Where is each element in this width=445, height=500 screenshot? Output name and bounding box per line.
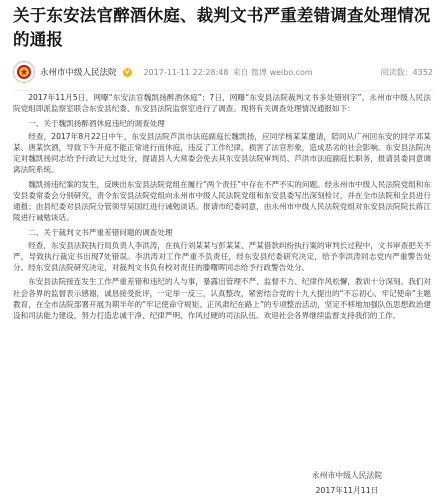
section-heading-1: 一、关于魏凯扬醉酒休庭违纪的调查处理 bbox=[28, 118, 165, 128]
section-heading-2: 二、关于裁判文书严重差错问题的调查处理 bbox=[28, 227, 173, 237]
signature-date: 2017年11月11日 bbox=[315, 486, 379, 495]
paragraph-accountability: 魏凯扬违纪案的发生，反映出东安县法院党组在履行“两个责任”中存在不严不实的问题。经永州市中级人民法院党组和东安县委常委会分别研究，责令东安县法院党组向永州市中级人民法院党组和东安县委写出深刻检讨，并在全市法院和全县进行通报；由县纪委对县法院分管领导吴国红进行诫勉谈话。报请市纪委同意，由永州市中级人民法院党组对东安县法院院长蒋江陵进行诫勉谈话。 bbox=[13, 179, 431, 222]
paragraph-findings-2: 经查，东安县法院执行局负责人李洪涛，在执行刘某某与彭某某、严某借款纠纷执行案的审判长过程中，文书审查把关不严，导致执行裁定书出现7处错误。李洪涛对工作严重不负责任，经东安县纪委研究决定，给予李洪涛同志党内严重警告处分。经东安县法院研究决定，对裁判文书负有校对责任的滕曙晖同志给予行政警告处分。 bbox=[13, 240, 431, 272]
paragraph-findings-1: 经查，2017年8月22日中午，东安县法院芦洪市法庭副庭长魏凯扬，应同学杨某某邀请，陪同从广州回东安的同学邓某某、唐某饮酒，导致下午开庭不能正常进行而休庭，违反了工作纪律，损害了法官形象，造成恶劣的社会影响。东安县法院决定对魏凯扬同志给予行政记大过处分，提请县人大常委会免去其东安县法院审判员、芦洪市法庭副庭长职务，报请县委同意调离法院系统。 bbox=[13, 131, 431, 175]
paragraph-intro: 2017年11月5日，网曝“东安法官魏凯扬醉酒休庭”；7日，网曝“东安县法院裁判文书多处错别字”。永州市中级人民法院党组即派监察室联合东安县纪委、东安县法院监察室进行了调查。现将有关调查处理情况通报如下： bbox=[13, 93, 431, 114]
paragraph-conclusion: 东安县法院接连发生工作严重差错和违纪的人与事，暴露出管理不严、监督不力、纪律作风松懈，教训十分深刻。我们对社会各界的监督表示感谢，诚恳接受批评，一定举一反三，认真整改，紧密结合党的十九大提出的“不忘初心、牢记使命”主题教育，在全市法院部署开展为期半年的“牢记使命守规矩、正风肃纪在路上”的专项整治活动，坚定不移地加强队伍思想政治建设和司法能力建设，努力打造忠诚干净、纪律严明、作风过硬的司法队伍。欢迎社会各界继续监督支持我们的工作。 bbox=[13, 277, 431, 320]
article-title: 关于东安法官醉酒休庭、裁判文书严重差错调查处理情况的通报 bbox=[13, 6, 431, 49]
article-meta bbox=[13, 60, 433, 84]
verified-badge-icon: V bbox=[123, 68, 132, 77]
read-count: 阅读数：4352 bbox=[380, 67, 433, 77]
court-emblem-icon[interactable] bbox=[13, 61, 35, 83]
publish-timestamp: 2017-11-11 22:28:48 bbox=[143, 67, 229, 77]
author-name-link[interactable]: 永州市中级人民法院 bbox=[40, 68, 117, 78]
source-label: 来自 微博 weibo.com bbox=[232, 67, 313, 77]
meta-divider bbox=[13, 90, 433, 91]
article-body bbox=[13, 92, 431, 324]
signature-organization: 永州市中级人民法院 bbox=[311, 471, 383, 480]
